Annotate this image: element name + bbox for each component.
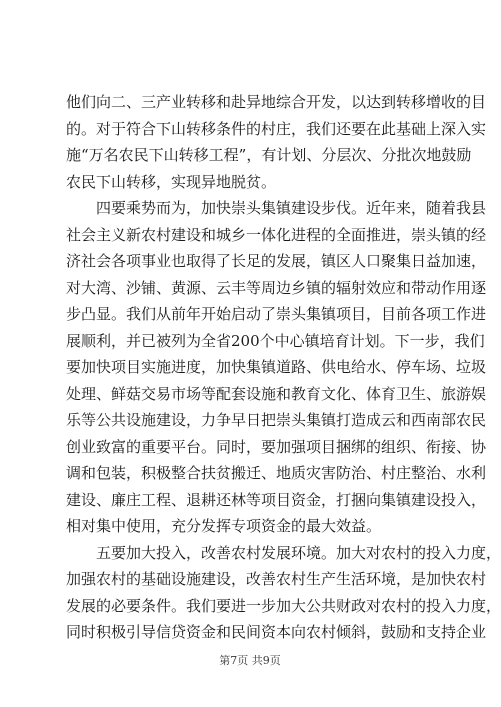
text-line: 步凸显。我们从前年开始启动了崇头集镇项目，目前各项工作进 [66, 305, 487, 323]
text-line: 社会主义新农村建设和城乡一体化进程的全面推进，崇头镇的经 [66, 225, 487, 244]
text-line: 创业致富的重要平台。同时，要加强项目捆绑的组织、衔接、协 [66, 437, 487, 456]
text-line: 施“万名农民下山转移工程”，有计划、分层次、分批次地鼓励 [66, 146, 472, 164]
text-line: 要加快项目实施进度，加快集镇道路、供电给水、停车场、垃圾 [66, 358, 487, 376]
text-line: 调和包装，积极整合扶贫搬迁、地质灾害防治、村庄整治、水利 [66, 464, 487, 482]
text-line: 农民下山转移，实现异地脱贫。 [66, 172, 277, 191]
text-line: 济社会各项事业也取得了长足的发展，镇区人口聚集日益加速， [66, 252, 487, 270]
page-number-footer: 第7页 共9页 [219, 654, 281, 667]
text-line: 处理、鲜菇交易市场等配套设施和教育文化、体育卫生、旅游娱 [66, 384, 487, 403]
text-line: 他们向二、三产业转移和赴异地综合开发，以达到转移增收的目 [66, 93, 487, 111]
text-line: 五要加大投入，改善农村发展环境。加大对农村的投入力度， [96, 543, 501, 562]
text-line: 加强农村的基础设施建设，改善农村生产生活环境，是加快农村 [66, 570, 487, 588]
text-line: 乐等公共设施建设，力争早日把崇头集镇打造成云和西南部农民 [66, 411, 487, 429]
document-body [66, 89, 501, 646]
text-line: 展顺利，并已被列为全省200个中心镇培育计划。下一步，我们 [66, 331, 485, 350]
paragraph-1 [66, 89, 487, 195]
paragraph-3 [66, 540, 501, 646]
paragraph-2 [66, 195, 487, 540]
text-line: 发展的必要条件。我们要进一步加大公共财政对农村的投入力度， [66, 596, 501, 615]
text-line: 四要乘势而为，加快崇头集镇建设步伐。近年来，随着我县 [96, 199, 487, 217]
text-line: 对大湾、沙铺、黄源、云丰等周边乡镇的辐射效应和带动作用逐 [66, 278, 487, 297]
text-line: 相对集中使用，充分发挥专项资金的最大效益。 [66, 517, 382, 535]
text-line: 的。对于符合下山转移条件的村庄，我们还要在此基础上深入实 [66, 119, 487, 138]
text-line: 建设、廉庄工程、退耕还林等项目资金，打捆向集镇建设投入， [66, 490, 487, 509]
text-line: 同时积极引导信贷资金和民间资本向农村倾斜，鼓励和支持企业 [66, 623, 487, 641]
